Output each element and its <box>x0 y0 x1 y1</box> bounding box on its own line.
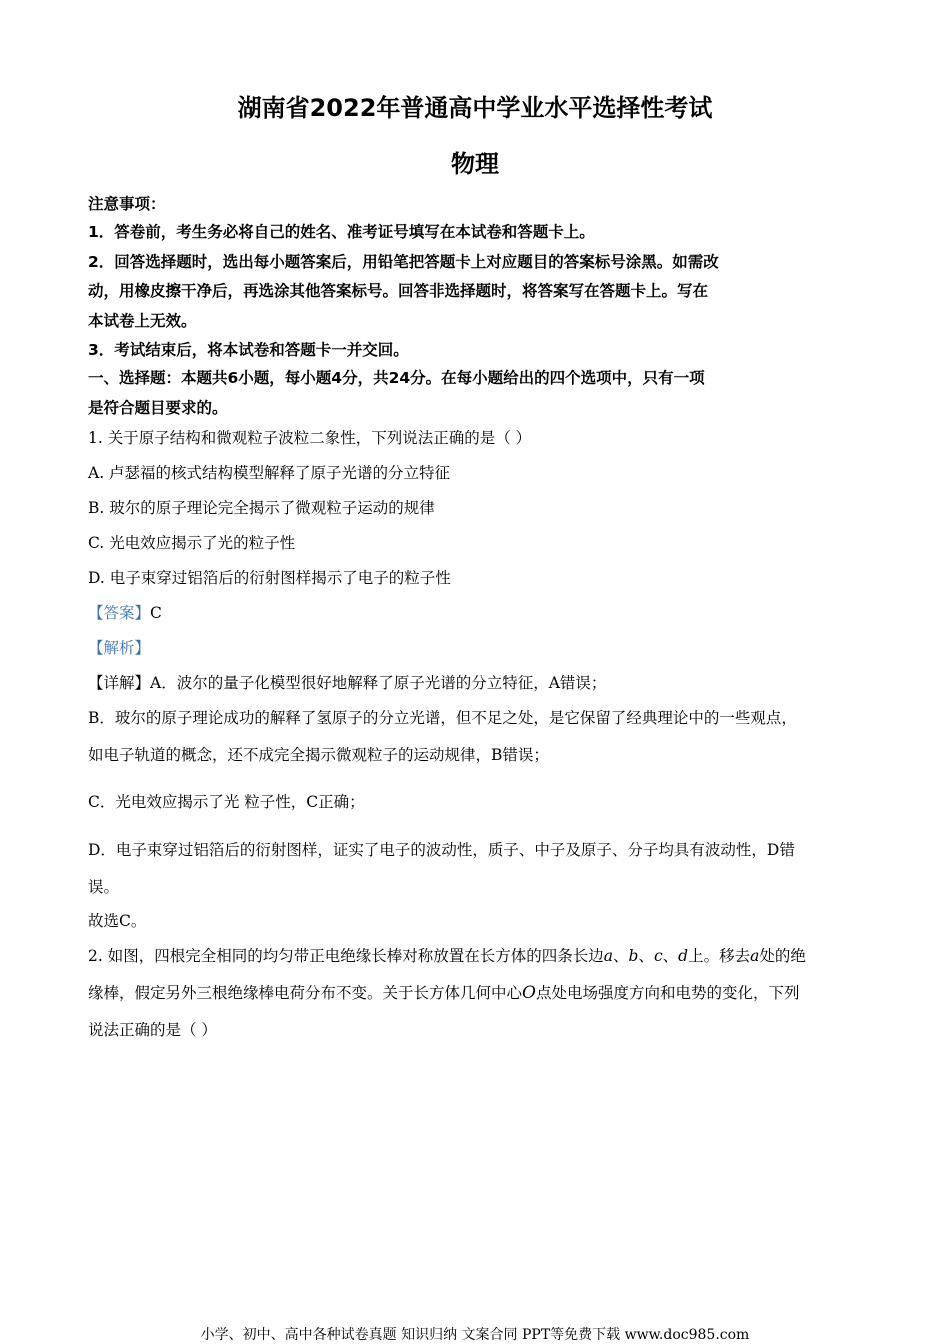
section-heading-line-2: 是符合题目要求的。 <box>88 399 228 417</box>
notice-item-3: 3．考试结束后，将本试卷和答题卡一并交回。 <box>88 341 409 359</box>
detail-b-line-2: 如电子轨道的概念，还不成完全揭示微观粒子的运动规律，B错误； <box>88 746 549 764</box>
detail-d-line-1: D．电子束穿过铝箔后的衍射图样，证实了电子的波动性，质子、中子及原子、分子均具有波动性，D错 <box>88 841 795 859</box>
detail-d-line-2: 误。 <box>88 878 120 896</box>
notice-heading: 注意事项： <box>88 195 166 213</box>
var-b: b <box>628 947 639 965</box>
answer-tag: 【答案】 <box>88 604 151 622</box>
notice-item-1: 1．答卷前，考生务必将自己的姓名、准考证号填写在本试卷和答题卡上。 <box>88 223 595 241</box>
var-c: c <box>653 947 663 965</box>
q2-text: 缘棒，假定另外三根绝缘棒电荷分布不变。关于长方体几何中心 <box>88 984 523 1002</box>
sep: 、 <box>612 947 629 965</box>
detail-b-line-1: B．玻尔的原子理论成功的解释了氢原子的分立光谱，但不足之处，是它保留了经典理论中的一些观点， <box>88 709 797 727</box>
detail-c: C．光电效应揭示了光 粒子性，C正确； <box>88 793 365 811</box>
q2-text: 处的绝 <box>759 947 806 965</box>
q2-text: 2. 如图，四根完全相同的均匀带正电绝缘长棒对称放置在长方体的四条长边 <box>88 947 604 965</box>
detail-a-line <box>88 671 606 693</box>
question-1-option-c: C. 光电效应揭示了光的粒子性 <box>88 534 296 552</box>
analysis-tag: 【解析】 <box>88 639 151 657</box>
notice-item-2-line-1: 2．回答选择题时，选出每小题答案后，用铅笔把答题卡上对应题目的答案标号涂黑。如需改 <box>88 253 719 271</box>
question-2-line-2 <box>88 981 799 1003</box>
question-1-option-d: D. 电子束穿过铝箔后的衍射图样揭示了电子的粒子性 <box>88 569 451 587</box>
subject-title: 物理 <box>451 150 499 178</box>
question-2-line-3: 说法正确的是（ ） <box>88 1021 217 1039</box>
question-1-option-b: B. 玻尔的原子理论完全揭示了微观粒子运动的规律 <box>88 499 435 517</box>
question-1-option-a: A. 卢瑟福的核式结构模型解释了原子光谱的分立特征 <box>88 464 451 482</box>
answer-line <box>88 601 162 623</box>
var-a: a <box>750 947 760 965</box>
notice-item-2-line-2: 动，用橡皮擦干净后，再选涂其他答案标号。回答非选择题时，将答案写在答题卡上。写在 <box>88 282 709 300</box>
question-2-line-1 <box>88 944 806 966</box>
var-o: O <box>522 983 536 1003</box>
detail-a: A．波尔的量子化模型很好地解释了原子光谱的分立特征，A错误； <box>150 674 607 692</box>
q2-text: 点处电场强度方向和电势的变化，下列 <box>535 984 800 1002</box>
var-a: a <box>603 947 613 965</box>
notice-item-2-line-3: 本试卷上无效。 <box>88 312 197 330</box>
var-d: d <box>678 947 689 965</box>
sep: 、 <box>662 947 679 965</box>
sep: 、 <box>638 947 654 965</box>
q2-text: 上。移去 <box>688 947 751 965</box>
answer-value: C <box>150 604 162 622</box>
footer-text: 小学、初中、高中各种试卷真题 知识归纳 文案合同 PPT等免费下载 www.doc985.com <box>200 1327 750 1343</box>
section-heading-line-1: 一、选择题：本题共6小题，每小题4分，共24分。在每小题给出的四个选项中，只有一项 <box>88 369 705 387</box>
question-1-stem: 1. 关于原子结构和微观粒子波粒二象性，下列说法正确的是（ ） <box>88 429 532 447</box>
conclusion: 故选C。 <box>88 912 147 930</box>
detail-tag: 【详解】 <box>88 674 151 692</box>
exam-title: 湖南省2022年普通高中学业水平选择性考试 <box>237 94 713 122</box>
